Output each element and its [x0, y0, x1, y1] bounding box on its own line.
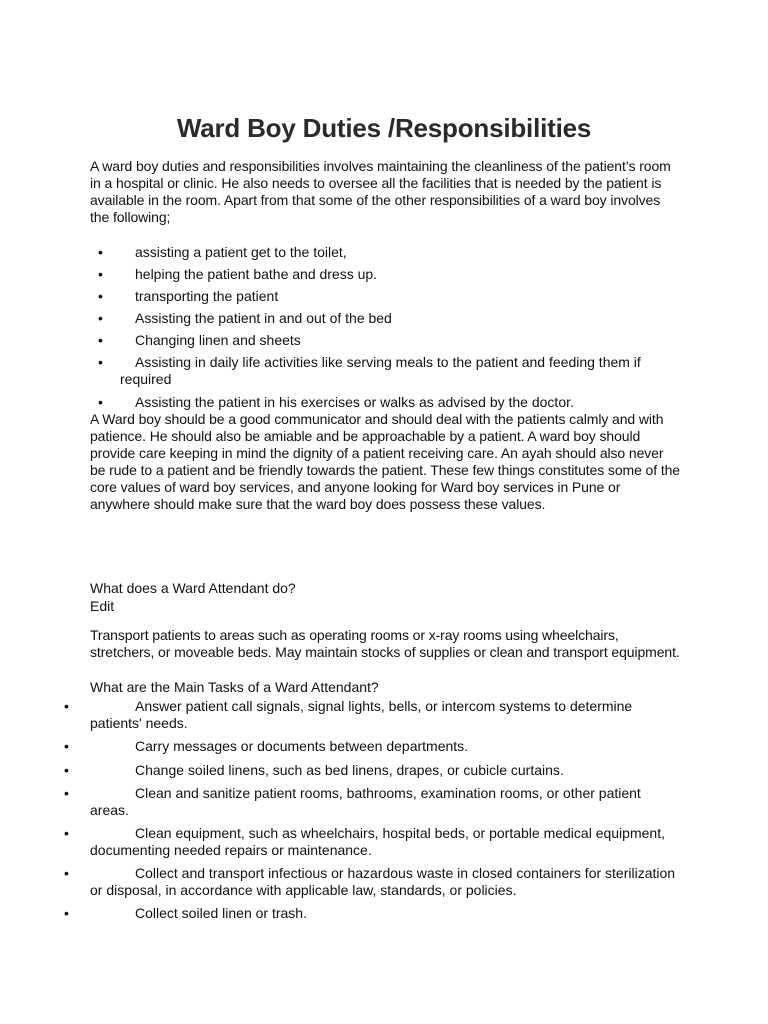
edit-link[interactable]: Edit [90, 598, 115, 614]
bullet-icon: • [64, 865, 69, 881]
bullet-icon: • [64, 738, 69, 754]
page-title: Ward Boy Duties /Responsibilities [176, 113, 592, 143]
bullet-icon: • [64, 762, 69, 778]
list-item-text: Carry messages or documents between departments. [135, 738, 469, 754]
question-heading: What does a Ward Attendant do? [90, 580, 296, 596]
list-item-text: Assisting in daily life activities like serving meals to the patient and feeding them if [135, 354, 641, 370]
list-item-text: transporting the patient [135, 288, 279, 304]
list-item-text: Clean equipment, such as wheelchairs, hospital beds, or portable medical equipment, documenting needed repairs or maintenance. [90, 825, 665, 858]
list-item-continuation: required [120, 371, 172, 387]
bullet-icon: • [64, 785, 69, 801]
list-item-text: Answer patient call signals, signal lights, bells, or intercom systems to determine patients' needs. [90, 698, 633, 731]
bullet-icon: • [98, 288, 103, 304]
bullet-icon: • [98, 354, 103, 370]
bullet-icon: • [64, 698, 69, 714]
bullet-icon: • [64, 825, 69, 841]
bullet-icon: • [98, 310, 103, 326]
attendant-paragraph: Transport patients to areas such as operating rooms or x-ray rooms using wheelchairs, stretchers, or moveable beds. May maintain stocks of supplies or clean and transport equipment. [90, 627, 680, 660]
communicator-paragraph: A Ward boy should be a good communicator and should deal with the patients calmly and with patience. He should also be amiable and be approachable by a patient. A ward boy should provide care keeping in mind the dignity of a patient receiving care. An ayah should also never be rude to a patient and be friendly towards the patient. These few things constitutes some of the core values of ward boy services, and anyone looking for Ward boy services in Pune or anywhere should make sure that the ward boy does possess these values. [90, 411, 680, 512]
bullet-icon: • [98, 266, 103, 282]
list-item-text: assisting a patient get to the toilet, [135, 244, 347, 260]
list-item-text: Collect and transport infectious or hazardous waste in closed containers for sterilization or disposal, in accordance with applicable law, standards, or policies. [90, 865, 676, 898]
bullet-icon: • [64, 905, 69, 921]
list-item-text: helping the patient bathe and dress up. [135, 266, 378, 282]
list-item-text: Changing linen and sheets [135, 332, 301, 348]
intro-paragraph: A ward boy duties and responsibilities involves maintaining the cleanliness of the patient’s room in a hospital or clinic. He also needs to oversee all the facilities that is needed by the patient is available in the room. Apart from that some of the other responsibilities of a ward boy involves the following; [90, 158, 671, 225]
main-tasks-heading: What are the Main Tasks of a Ward Attendant? [90, 679, 379, 695]
bullet-icon: • [98, 244, 103, 260]
bullet-icon: • [98, 332, 103, 348]
list-item-text: Assisting the patient in his exercises or walks as advised by the doctor. [135, 394, 574, 410]
list-item-text: Clean and sanitize patient rooms, bathrooms, examination rooms, or other patient areas. [90, 785, 641, 818]
bullet-icon: • [98, 394, 103, 410]
list-item-text: Collect soiled linen or trash. [135, 905, 307, 921]
list-item-text: Assisting the patient in and out of the bed [135, 310, 392, 326]
list-item-text: Change soiled linens, such as bed linens, drapes, or cubicle curtains. [135, 762, 564, 778]
